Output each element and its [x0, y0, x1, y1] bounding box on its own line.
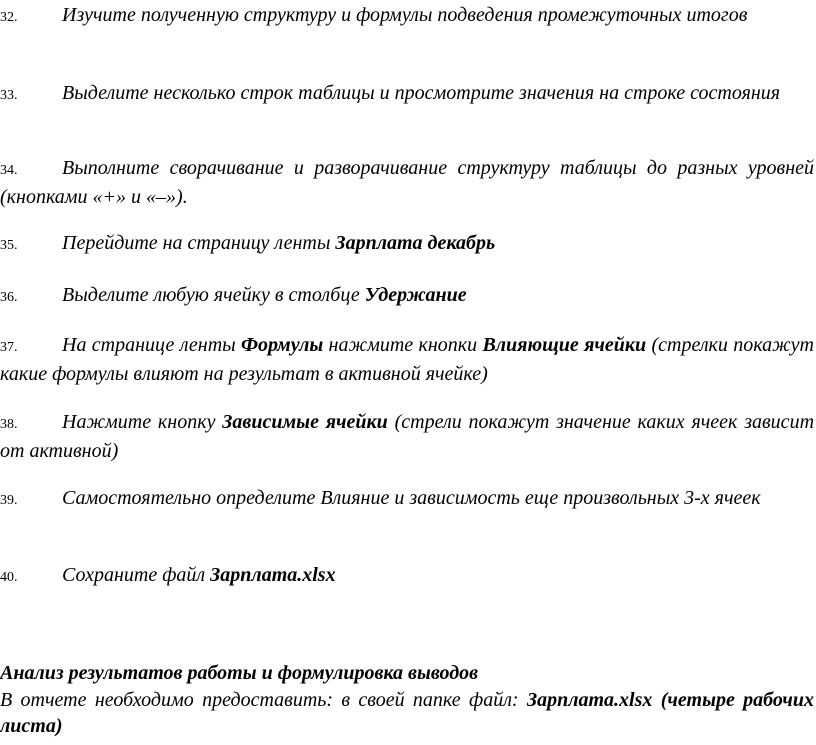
item-text: Самостоятельно определите Влияние и зависимость еще произвольных 3-х ячеек [62, 487, 761, 509]
item-bold-text: Формулы [241, 334, 324, 356]
section-paragraph [0, 687, 814, 739]
item-bold-text: Удержание [364, 284, 467, 306]
item-bold-text: Зарплата.xlsx [210, 564, 336, 586]
list-item-32 [0, 2, 814, 31]
item-text: нажмите кнопки [323, 334, 483, 356]
paragraph-text: В отчете необходимо предоставить: в своей папке файл: [0, 689, 527, 711]
list-item-34 [0, 155, 814, 210]
item-text: Выполните сворачивание и разворачивание структуру таблицы до разных уровней (кнопками «+» и «–»). [0, 157, 814, 208]
list-item-38 [0, 409, 814, 464]
list-item-37 [0, 332, 814, 387]
item-text: На странице ленты [62, 334, 242, 356]
paragraph-bold-text: Зарплата.xlsx (четыре рабочих листа) [0, 689, 814, 737]
item-bold-text: Влияющие ячейки [482, 334, 647, 356]
item-number: 36. [0, 290, 18, 305]
item-text: Выделите любую ячейку в столбце [62, 284, 365, 306]
item-number: 40. [0, 570, 18, 585]
item-number: 38. [0, 417, 18, 432]
item-bold-text: Зарплата декабрь [335, 232, 496, 254]
item-text: Нажмите кнопку [62, 411, 223, 433]
item-number: 32. [0, 10, 18, 25]
item-number: 33. [0, 88, 18, 103]
item-number: 34. [0, 163, 18, 178]
item-bold-text: Зависимые ячейки [222, 411, 388, 433]
item-text: (стрелки покажут какие формулы влияют на результат в активной ячейке) [0, 334, 815, 385]
list-item-35 [0, 230, 814, 259]
item-number: 35. [0, 238, 18, 253]
item-text: (стрели покажут значение каких ячеек зависит от активной) [0, 411, 815, 462]
item-number: 39. [0, 493, 18, 508]
list-item-39 [0, 485, 814, 514]
item-text: Сохраните файл [62, 564, 211, 586]
section-heading: Анализ результатов работы и формулировка выводов [0, 662, 479, 684]
item-text: Перейдите на страницу ленты [62, 232, 336, 254]
list-item-40 [0, 562, 814, 591]
item-text: Выделите несколько строк таблицы и просмотрите значения на строке состояния [62, 82, 781, 104]
item-text: Изучите полученную структуру и формулы подведения промежуточных итогов [62, 4, 748, 26]
list-item-36 [0, 282, 814, 311]
list-item-33 [0, 80, 814, 109]
item-number: 37. [0, 340, 18, 355]
